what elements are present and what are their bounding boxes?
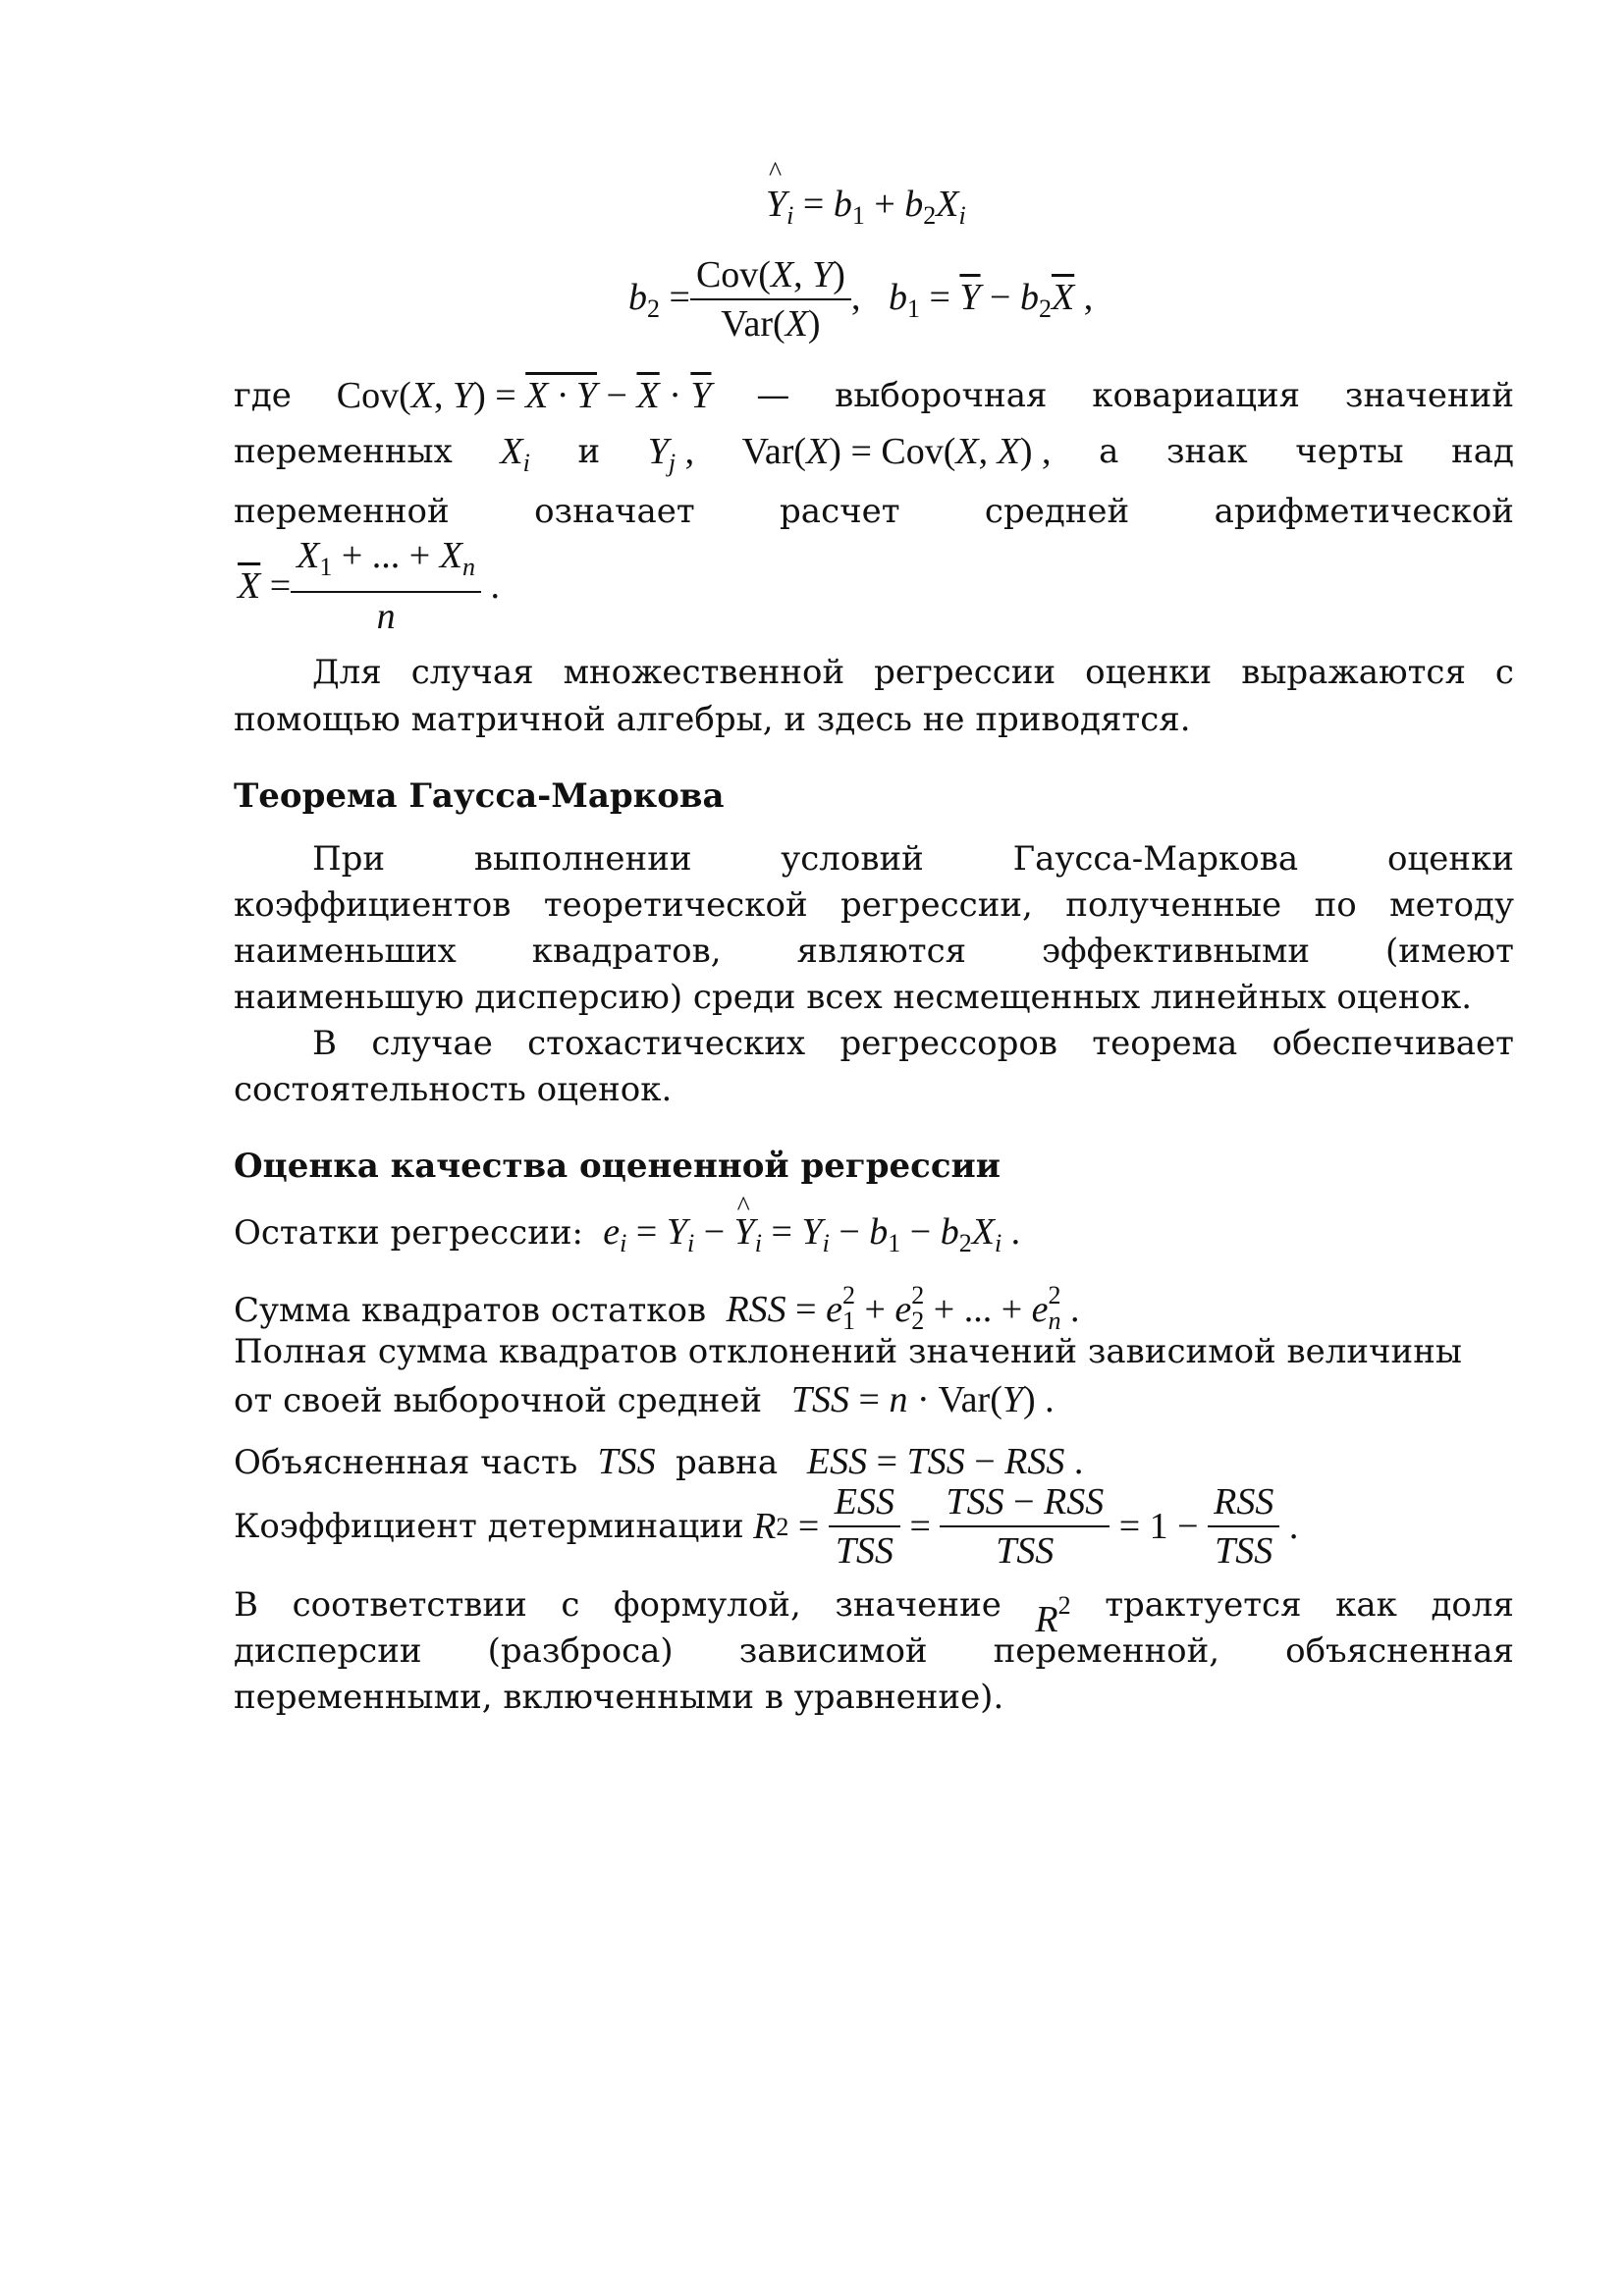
heading-gauss-markov: Теорема Гаусса-Маркова (234, 776, 725, 816)
paragraph-conclusion-1: В соответствии с формулой, значение $R^2$ трактуется как доля (234, 1585, 1514, 1640)
formula-coefficients: $b_2$ = $\frac{\text{Cov(X, Y)}}{\text{Var(X)}}$ , $b_1 = \overline{Y} - b_2\overline{X}$ , (628, 254, 1094, 345)
paragraph-conclusion-3: переменными, включенными в уравнение). (234, 1678, 1004, 1717)
residuals-line: Остатки регрессии: $e_i = Y_i$ − ^ $Y_i = Y_i - b_1 - b_2X_i$ . (234, 1209, 1514, 1266)
tss-line-2: от своей выборочной средней TSS = n · Var(Y) . (234, 1379, 1055, 1420)
paragraph-gm-1: При выполнении условий Гаусса-Маркова оценки (312, 839, 1514, 879)
paragraph-gm-5: В случае стохастических регрессоров теорема обеспечивает (312, 1024, 1514, 1063)
paragraph-gm-4: наименьшую дисперсию) среди всех несмещенных линейных оценок. (234, 978, 1473, 1017)
paragraph-conclusion-2: дисперсии (разброса) зависимой переменной, объясненная (234, 1631, 1514, 1671)
rss-line: Сумма квадратов остатков RSS = $e^2_1 + e^2_2$ + ... + $e^2_n$ . (234, 1281, 1080, 1335)
paragraph-multiple-1: Для случая множественной регрессии оценки выражаются с (312, 653, 1514, 692)
paragraph-variables-line: переменных $X_i$ и $Y_j$ , Var(X) = Cov(X, X) , а знак черты над (234, 429, 1514, 486)
tss-line-1: Полная сумма квадратов отклонений значений зависимой величины (234, 1332, 1462, 1371)
formula-mean: $\overline{X}$ = $\frac{X_1 + ... + X_n}{n}$ . (238, 535, 500, 637)
heading-quality: Оценка качества оцененной регрессии (234, 1147, 1001, 1186)
formula-residual: $e_i = Y_i$ − ^ $Y_i = Y_i - b_1 - b_2X_i$ . (594, 1211, 1020, 1253)
r2-line: Коэффициент детерминации R 2 = $\frac{\text{ESS}}{\text{TSS}}$ = $\frac{\text{TSS − RSS}}{\text{TSS}}$ = 1 − $\frac{\text{RSS}}{\text{TSS}}$ . (234, 1481, 1299, 1572)
formula-ess: ESS = TSS − RSS . (806, 1441, 1084, 1482)
paragraph-where-line: где Cov(X, $Y) = X \cdot Y - \overline{X} \cdot \overline{Y}$ — выборочная ковариация значений (234, 373, 1514, 419)
paragraph-multiple-2: помощью матричной алгебры, и здесь не приводятся. (234, 700, 1191, 739)
formula-regression-line: ^ $Y_i = b_1 + b_2X_i$ (766, 183, 966, 231)
b2-fraction: $\frac{\text{Cov(X, Y)}}{\text{Var(X)}}$ (690, 253, 851, 346)
formula-rss: RSS = $e^2_1 + e^2_2$ + ... + $e^2_n$ . (726, 1281, 1080, 1335)
paragraph-gm-2: коэффициентов теоретической регрессии, полученные по методу (234, 885, 1514, 925)
paragraph-gm-3: наименьших квадратов, являются эффективными (имеют (234, 932, 1514, 971)
formula-var-def: Var(X) = Cov(X, X) , (741, 431, 1052, 472)
ess-line: Объясненная часть TSS равна ESS = TSS − RSS . (234, 1441, 1084, 1482)
formula-r2: R 2 = $\frac{\text{ESS}}{\text{TSS}}$ = $\frac{\text{TSS − RSS}}{\text{TSS}}$ = 1 − $\frac{\text{RSS}}{\text{TSS}}$ . (753, 1481, 1299, 1572)
formula-cov-def: Cov(X, $Y) = X \cdot Y - \overline{X} \cdot \overline{Y}$ (336, 375, 712, 416)
paragraph-mean-line: переменной означает расчет средней арифметической (234, 492, 1514, 531)
formula-tss: TSS = n · Var(Y) . (790, 1379, 1055, 1420)
paragraph-gm-6: состоятельность оценок. (234, 1070, 673, 1109)
